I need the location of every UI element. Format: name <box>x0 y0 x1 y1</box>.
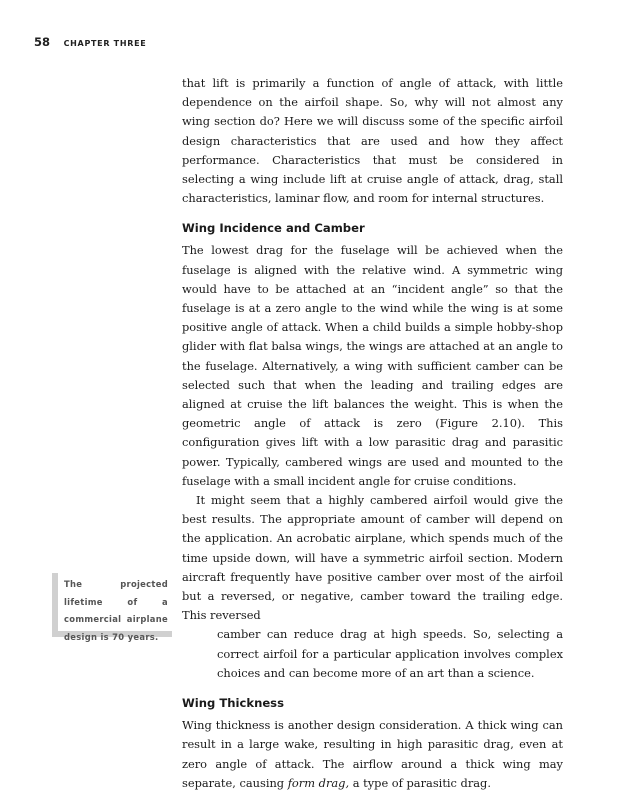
term-form-drag: form drag, <box>287 775 350 790</box>
page-number: 58 <box>34 35 51 49</box>
paragraph-thickness-lead: Wing thickness is another design consideration. A thick wing can result in a large wake, resulting in high parasitic drag, even at zero angle of attack. The airflow around a thick wing may separate, causing <box>182 718 563 790</box>
intro-paragraph: that lift is primarily a function of angle of attack, with little dependence on the airfoil shape. So, why will not almost any wing section do? Here we will discuss some of the specific airfoil design characteristics that are used and how they affect performance. Characteristics that must be considered in selecting a wing include lift at cruise angle of attack, drag, stall characteristics, laminar flow, and room for internal structures. <box>182 76 563 206</box>
paragraph-camber: It might seem that a highly cambered airfoil would give the best results. The appropriate amount of camber will depend on the application. An acrobatic airplane, which spends much of the time upside down, will have a symmetric airfoil section. Modern aircraft frequently have positive camber over most of the airfoil but a reversed, or negative, camber toward the trailing edge. This reversed <box>182 493 563 623</box>
chapter-title: CHAPTER THREE <box>63 39 147 48</box>
sidebar-note <box>52 573 172 642</box>
paragraph-thickness-tail: a type of parasitic drag. <box>352 775 491 790</box>
section-heading-incidence: Wing Incidence and Camber <box>182 221 365 236</box>
paragraph-incidence: The lowest drag for the fuselage will be achieved when the fuselage is aligned with the relative wind. A symmetric wing would have to be attached at an “incident angle” so that the fuselage is at a zero angle to the wind while the wing is at some positive angle of attack. When a child builds a simple hobby-shop glider with flat balsa wings, the wings are attached at an angle to the fuselage. Alternatively, a wing with sufficient camber can be selected such that when the leading and trailing edges are aligned at cruise the lift balances the weight. This is when the geometric angle of attack is zero (Figure 2.10). This configuration gives lift with a low parasitic drag and parasitic power. Typically, cambered wings are used and mounted to the fuselage with a small incident angle for cruise conditions. <box>182 243 563 488</box>
section-heading-thickness: Wing Thickness <box>182 696 284 711</box>
paragraph-camber-wrapped: camber can reduce drag at high speeds. So, selecting a correct airfoil for a particular application involves complex choices and can become more of an art than a science. <box>217 627 563 680</box>
paragraph-thickness <box>182 716 563 793</box>
body-text <box>182 74 563 793</box>
running-head <box>34 31 146 50</box>
sidebar-note-text: The projected lifetime of a commercial airplane design is 70 years. <box>64 579 168 642</box>
